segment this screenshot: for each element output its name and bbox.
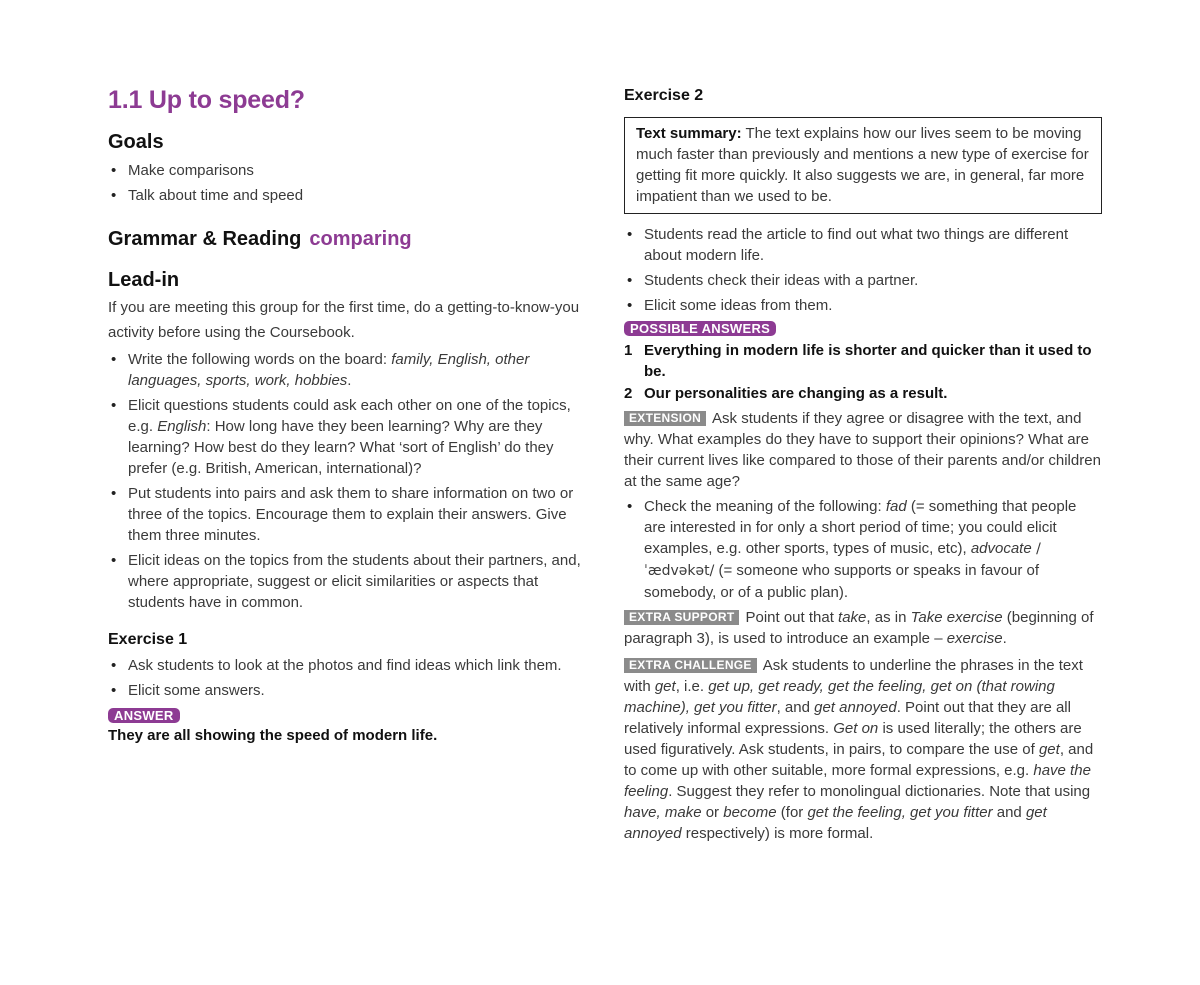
extra-challenge-paragraph <box>624 655 1102 844</box>
left-column <box>108 86 586 746</box>
extra-support-badge: EXTRA SUPPORT <box>624 610 739 625</box>
text-run: (for <box>776 804 808 821</box>
answer-block <box>108 707 586 746</box>
list-item: • Make comparisons <box>108 160 586 181</box>
text-run: Elicit questions students could ask each other on one of the topics, e.g. <box>128 397 571 435</box>
grammar-heading-text: Grammar & Reading <box>108 228 302 250</box>
text-run: . <box>1002 630 1007 647</box>
extra-challenge-badge: EXTRA CHALLENGE <box>624 658 757 673</box>
summary-text: The text explains how our lives seem to be moving much faster than previously and mentions a new type of exercise for getting fit more quickly. It also suggests we are, in general, far more impatient than we used to be. <box>636 125 1089 205</box>
list-item: • Elicit some ideas from them. <box>624 295 1102 316</box>
leadin-heading: Lead-in <box>108 269 180 291</box>
answer-item <box>624 383 1102 404</box>
extension-paragraph <box>624 408 1102 492</box>
list-item: • Elicit ideas on the topics from the students about their partners, and, where appropriate, suggest or elicit similarities or aspects that students have in common. <box>108 550 586 613</box>
extra-support-paragraph <box>624 607 1102 649</box>
list-item: • Talk about time and speed <box>108 185 586 206</box>
answer-text: They are all showing the speed of modern life. <box>108 727 438 744</box>
answer-number: 1 <box>624 342 633 359</box>
grammar-accent: comparing <box>309 228 412 250</box>
text-run: , i.e. <box>675 678 709 695</box>
text-run: : How long have they been learning? Why are they learning? How best do they learn? What ‘sort of English’ do they prefer (e.g. British, American, international)? <box>128 418 554 477</box>
text-run: Ask students to underline the phrases in the text with <box>624 657 1083 695</box>
text-run: Check the meaning of the following: <box>644 498 886 515</box>
text-run: and <box>992 804 1026 821</box>
grammar-reading-heading <box>108 228 586 251</box>
text-run-italic: Get on <box>833 720 879 737</box>
text-run: Write the following words on the board: <box>128 351 392 368</box>
goals-heading: Goals <box>108 131 164 153</box>
summary-label: Text summary: <box>636 125 742 142</box>
text-run-italic: get <box>1038 741 1060 758</box>
list-item <box>108 395 586 479</box>
answer-item <box>624 340 1102 382</box>
text-summary <box>636 123 1091 207</box>
text-run-italic: get up, get ready, get the feeling, get on (that rowing machine), get you fitter <box>624 678 1055 716</box>
text-run: (= something that people are interested in for only a short period of time; you could elicit examples, e.g. other sports, types of music, etc), <box>644 498 1077 557</box>
text-run-italic: get annoyed <box>624 804 1047 842</box>
possible-answers-badge: POSSIBLE ANSWERS <box>624 321 776 336</box>
text-run-italic: get <box>654 678 676 695</box>
list-item: • Put students into pairs and ask them to share information on two or three of the topics. Encourage them to explain their answers. Give them three minutes. <box>108 483 586 546</box>
text-run-italic: exercise <box>946 630 1003 647</box>
text-run-italic: English <box>157 418 207 435</box>
list-item: • Students check their ideas with a partner. <box>624 270 1102 291</box>
text-run-italic: advocate <box>970 540 1032 557</box>
text-run: Point out that <box>745 609 839 626</box>
text-run: . Suggest they refer to monolingual dictionaries. Note that using <box>668 783 1091 800</box>
text-run: is used literally; the others are used figuratively. Ask students, in pairs, to compare the use of <box>624 720 1082 758</box>
text-run-italic: fad <box>885 498 907 515</box>
goals-list <box>108 160 586 206</box>
text-run: , and to come up with other suitable, more formal expressions, e.g. <box>624 741 1094 779</box>
answer-item-text: Everything in modern life is shorter and quicker than it used to be. <box>644 342 1092 380</box>
possible-answers-block <box>624 320 1102 404</box>
text-summary-box <box>624 117 1102 214</box>
text-run: respectively) is more formal. <box>681 825 874 842</box>
text-run-italic: have the feeling <box>624 762 1091 800</box>
list-item: • Students read the article to find out what two things are different about modern life. <box>624 224 1102 266</box>
extension-badge: EXTENSION <box>624 411 706 426</box>
exercise1-list <box>108 655 586 701</box>
text-run-italic: family, English, other languages, sports, work, hobbies <box>128 351 530 389</box>
text-run: (= someone who supports or speaks in favour of somebody, or of a public plan). <box>644 562 1040 601</box>
text-run-italic: get the feeling, get you fitter <box>807 804 993 821</box>
leadin-intro: If you are meeting this group for the first time, do a getting-to-know-you activity before using the Coursebook. <box>108 299 580 341</box>
text-run: , as in <box>866 609 911 626</box>
answer-badge: ANSWER <box>108 708 180 723</box>
exercise1-heading: Exercise 1 <box>108 631 188 648</box>
text-run-italic: Take exercise <box>910 609 1003 626</box>
text-run-italic: become <box>723 804 777 821</box>
text-run: , and <box>776 699 815 716</box>
list-item: • Ask students to look at the photos and find ideas which link them. <box>108 655 586 676</box>
text-run-italic: take <box>838 609 867 626</box>
text-run: or <box>701 804 724 821</box>
text-run-italic: have, make <box>624 804 702 821</box>
page-title: 1.1 Up to speed? <box>108 86 305 114</box>
text-run: . Point out that they are all relatively informal expressions. <box>624 699 1071 737</box>
exercise2-list <box>624 224 1102 316</box>
list-item: • Elicit some answers. <box>108 680 586 701</box>
text-run-italic: get annoyed <box>814 699 897 716</box>
answer-number: 2 <box>624 385 633 402</box>
list-item <box>624 496 1102 603</box>
phonetic: /ˈædvəkət/ <box>644 541 1041 579</box>
check-list <box>624 496 1102 603</box>
exercise2-heading: Exercise 2 <box>624 87 704 104</box>
extension-text: Ask students if they agree or disagree with the text, and why. What examples do they have to support their opinions? What are their current lives like compared to those of their parents and/or children at the same age? <box>624 410 1101 490</box>
right-column <box>624 87 1102 844</box>
leadin-list <box>108 349 586 613</box>
possible-answers-list <box>624 340 1102 404</box>
answer-item-text: Our personalities are changing as a result. <box>644 385 948 402</box>
list-item <box>108 349 586 391</box>
text-run: (beginning of paragraph 3), is used to introduce an example – <box>624 609 1094 647</box>
text-run: . <box>347 372 352 389</box>
